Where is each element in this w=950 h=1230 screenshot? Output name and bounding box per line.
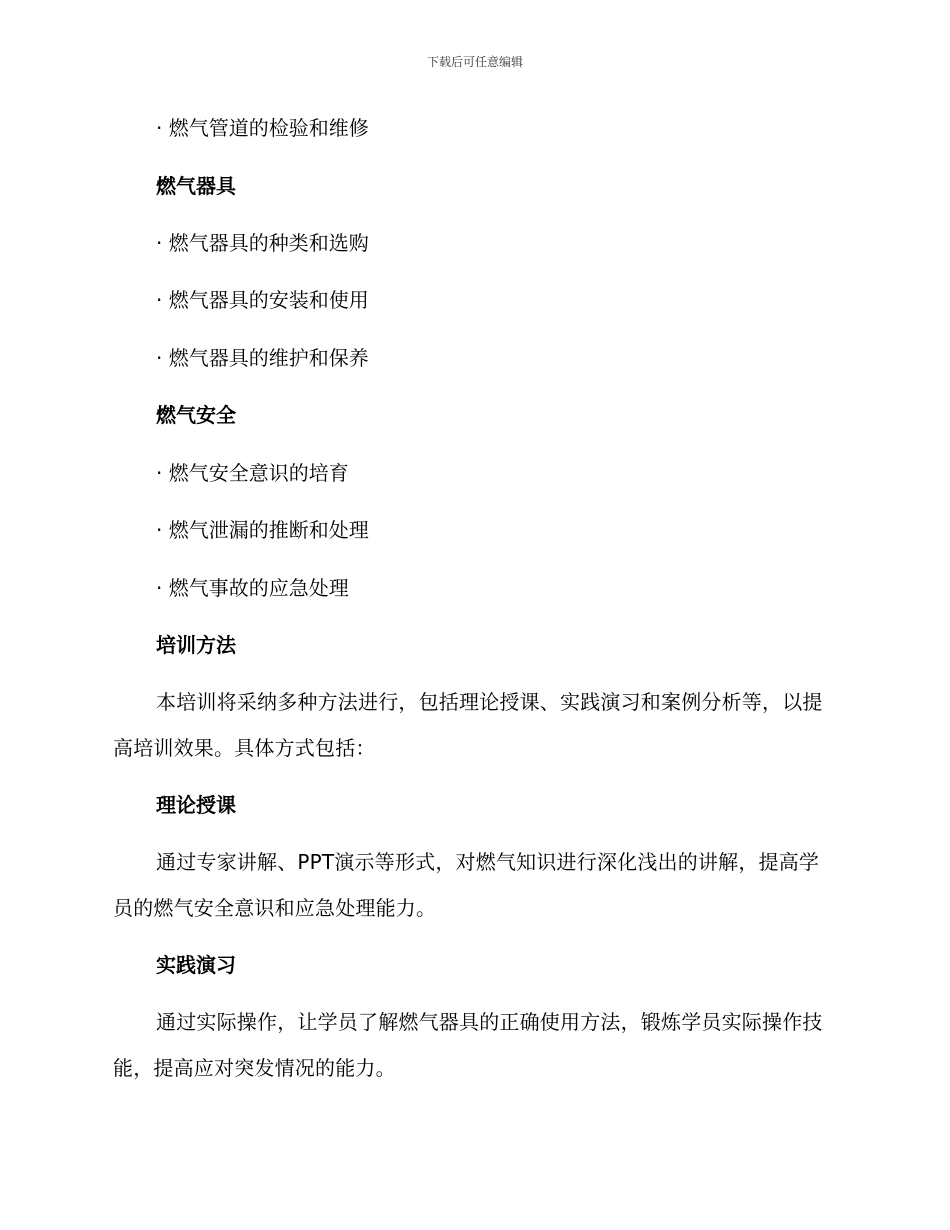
section-heading-theory: 理论授课 — [156, 793, 236, 817]
section-heading-safety: 燃气安全 — [156, 403, 236, 427]
list-item-appliance-maintain: · 燃气器具的维护和保养 — [156, 346, 369, 370]
paragraph-methods: 本培训将采纳多种方法进行，包括理论授课、实践演习和案例分析等，以提高培训效果。具体方式包括： — [113, 690, 823, 760]
list-item-appliance-install: · 燃气器具的安装和使用 — [156, 288, 369, 312]
section-heading-appliances: 燃气器具 — [156, 174, 236, 198]
list-item-leak-handling: · 燃气泄漏的推断和处理 — [156, 518, 369, 542]
list-item-safety-awareness: · 燃气安全意识的培育 — [156, 461, 349, 485]
page-header: 下载后可任意编辑 — [426, 55, 523, 69]
paragraph-theory: 通过专家讲解、PPT演示等形式，对燃气知识进行深化浅出的讲解，提高学员的燃气安全意识和应急处理能力。 — [113, 850, 820, 920]
list-item-appliance-types: · 燃气器具的种类和选购 — [156, 231, 369, 255]
paragraph-practice: 通过实际操作，让学员了解燃气器具的正确使用方法，锻炼学员实际操作技能，提高应对突发情况的能力。 — [113, 1010, 823, 1080]
section-heading-practice: 实践演习 — [156, 953, 236, 977]
section-heading-methods: 培训方法 — [156, 633, 236, 657]
list-item-pipe-inspection: · 燃气管道的检验和维修 — [156, 116, 369, 140]
list-item-accident-response: · 燃气事故的应急处理 — [156, 576, 349, 600]
